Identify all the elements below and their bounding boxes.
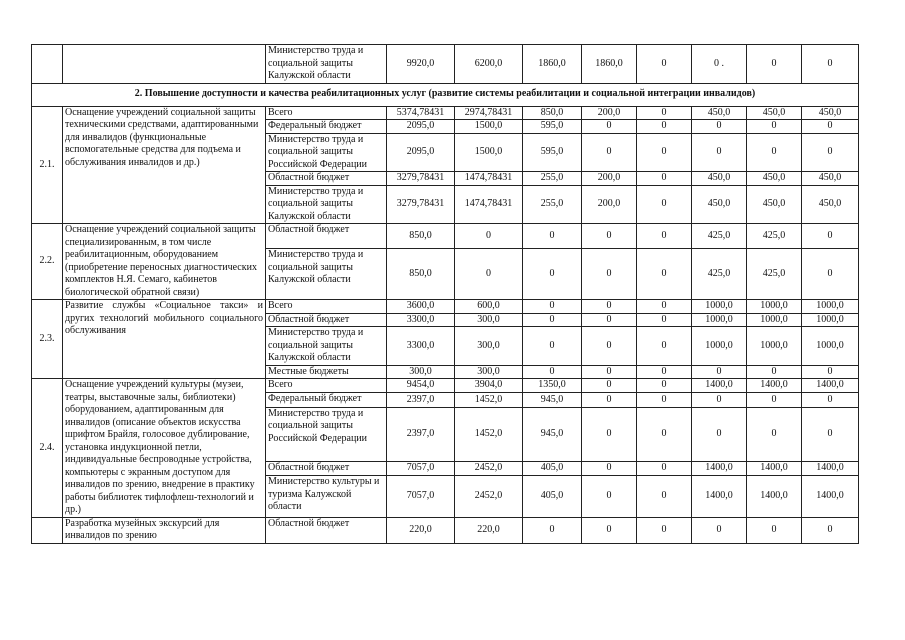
value-cell: 3300,0 [387, 313, 455, 327]
value-cell: 0 [637, 300, 692, 314]
value-cell: 0 [637, 249, 692, 300]
item-number: 2.3. [32, 300, 63, 379]
value-cell: 255,0 [523, 172, 582, 186]
value-cell: 200,0 [582, 172, 637, 186]
value-cell: 425,0 [747, 224, 802, 249]
value-cell: 300,0 [387, 365, 455, 379]
value-cell: 0 [802, 133, 859, 172]
value-cell: 2095,0 [387, 133, 455, 172]
value-cell: 0 [582, 327, 637, 366]
value-cell: 300,0 [455, 327, 523, 366]
value-cell: 1500,0 [455, 120, 523, 134]
value-cell: 1474,78431 [455, 172, 523, 186]
value-cell: 0 [747, 133, 802, 172]
value-cell: 0 [747, 45, 802, 84]
value-cell: 3600,0 [387, 300, 455, 314]
value-cell: 1860,0 [523, 45, 582, 84]
value-cell: 0 [637, 327, 692, 366]
value-cell: 1400,0 [747, 461, 802, 475]
value-cell: 0 [802, 45, 859, 84]
value-cell: 1474,78431 [455, 185, 523, 224]
value-cell: 200,0 [582, 106, 637, 120]
value-cell: 0 [747, 365, 802, 379]
section-header-row [32, 83, 859, 106]
value-cell: 0 [455, 224, 523, 249]
item-number: 2.2. [32, 224, 63, 300]
value-cell: 450,0 [802, 106, 859, 120]
value-cell: 3279,78431 [387, 185, 455, 224]
section-title: 2. Повышение доступности и качества реабилитационных услуг (развитие системы реабилитации и социальной интеграции инвалидов) [32, 83, 859, 106]
value-cell: 220,0 [387, 517, 455, 543]
value-cell: 220,0 [455, 517, 523, 543]
value-cell: 0 [802, 393, 859, 407]
funding-source-cell: Министерство труда и социальной защиты Российской Федерации [266, 407, 387, 461]
value-cell: 1000,0 [692, 327, 747, 366]
value-cell: 595,0 [523, 120, 582, 134]
value-cell: 0 [802, 365, 859, 379]
value-cell: 1000,0 [692, 300, 747, 314]
item-description: Разработка музейных экскурсий для инвалидов по зрению [63, 517, 266, 543]
description-cell [63, 45, 266, 84]
value-cell: 0 [582, 476, 637, 517]
value-cell: 425,0 [692, 224, 747, 249]
value-cell: 1000,0 [747, 300, 802, 314]
value-cell: 1400,0 [692, 476, 747, 517]
value-cell: 1400,0 [802, 461, 859, 475]
value-cell: 1000,0 [692, 313, 747, 327]
value-cell: 0 [802, 120, 859, 134]
value-cell: 600,0 [455, 300, 523, 314]
value-cell: 1860,0 [582, 45, 637, 84]
value-cell: 2397,0 [387, 393, 455, 407]
value-cell: 450,0 [747, 185, 802, 224]
value-cell: 1350,0 [523, 379, 582, 393]
value-cell: 0 [582, 517, 637, 543]
value-cell: 0 [637, 133, 692, 172]
value-cell: 0 [637, 172, 692, 186]
funding-source-cell: Федеральный бюджет [266, 393, 387, 407]
value-cell: 0 [747, 120, 802, 134]
value-cell: 0 [582, 133, 637, 172]
value-cell: 0 [582, 379, 637, 393]
value-cell: 1400,0 [802, 379, 859, 393]
value-cell: 1000,0 [747, 313, 802, 327]
value-cell: 0 [582, 120, 637, 134]
value-cell: 1000,0 [802, 313, 859, 327]
value-cell: 0 [802, 407, 859, 461]
number-cell [32, 45, 63, 84]
table-body [32, 45, 859, 544]
funding-source-cell: Областной бюджет [266, 224, 387, 249]
value-cell: 0 [582, 249, 637, 300]
value-cell: 3904,0 [455, 379, 523, 393]
value-cell: 1500,0 [455, 133, 523, 172]
item-description: Оснащение учреждений социальной защиты техническими средствами, адаптированными для инвалидов (функциональные вспомогательные средства для подъема и обслуживания инвалидов и др.) [63, 106, 266, 224]
value-cell: 945,0 [523, 393, 582, 407]
value-cell: 1400,0 [692, 461, 747, 475]
funding-source-cell: Министерство культуры и туризма Калужской области [266, 476, 387, 517]
value-cell: 0 [637, 313, 692, 327]
value-cell: 595,0 [523, 133, 582, 172]
value-cell: 0 [692, 365, 747, 379]
value-cell: 1000,0 [747, 327, 802, 366]
value-cell: 450,0 [747, 172, 802, 186]
value-cell: 9920,0 [387, 45, 455, 84]
table-row [32, 106, 859, 120]
value-cell: 450,0 [747, 106, 802, 120]
funding-source-cell: Областной бюджет [266, 461, 387, 475]
funding-source-cell: Министерство труда и социальной защиты Калужской области [266, 185, 387, 224]
value-cell: 0 [692, 120, 747, 134]
value-cell: 0 [523, 224, 582, 249]
value-cell: 0 [455, 249, 523, 300]
value-cell: 2095,0 [387, 120, 455, 134]
value-cell: 0 [637, 476, 692, 517]
value-cell: 0 [582, 461, 637, 475]
value-cell: 850,0 [387, 224, 455, 249]
item-number [32, 517, 63, 543]
value-cell: 6200,0 [455, 45, 523, 84]
item-number: 2.4. [32, 379, 63, 518]
value-cell: 0 [582, 393, 637, 407]
funding-source-cell: Областной бюджет [266, 172, 387, 186]
value-cell: 1400,0 [802, 476, 859, 517]
value-cell: 0 [637, 461, 692, 475]
value-cell: 0 [582, 365, 637, 379]
funding-source-cell: Министерство труда и социальной защиты Калужской области [266, 249, 387, 300]
value-cell: 450,0 [692, 185, 747, 224]
funding-source-cell: Всего [266, 379, 387, 393]
value-cell: 0 [582, 407, 637, 461]
value-cell: 0 [637, 224, 692, 249]
value-cell: 7057,0 [387, 461, 455, 475]
value-cell: 0 [582, 313, 637, 327]
item-description: Оснащение учреждений культуры (музеи, театры, выставочные залы, библиотеки) оборудованием, адаптированным для инвалидов (описание объектов искусства шрифтом Брайля, голосовое дублирование, установка индукционной петли, индивидуальные беспроводные устройства, компьютеры с экранным доступом для инвалидов по зрению, внедрение в практику работы библиотек тифлофлеш-технологий и др.) [63, 379, 266, 518]
item-description: Оснащение учреждений социальной защиты специализированным, в том числе реабилитационным, оборудованием (приобретение переносных диагностических комплектов Н.Я. Семаго, кабинетов биологической обратной связи) [63, 224, 266, 300]
value-cell: 0 [637, 407, 692, 461]
table-row [32, 224, 859, 249]
table-row [32, 517, 859, 543]
funding-source-cell: Министерство труда и социальной защиты Калужской области [266, 45, 387, 84]
funding-source-cell: Всего [266, 300, 387, 314]
value-cell: 450,0 [802, 172, 859, 186]
value-cell: 0 [637, 517, 692, 543]
value-cell: 0 [637, 185, 692, 224]
value-cell: 3279,78431 [387, 172, 455, 186]
value-cell: 2397,0 [387, 407, 455, 461]
value-cell: 1400,0 [747, 379, 802, 393]
item-description: Развитие службы «Социальное такси» и других технологий мобильного социального обслуживания [63, 300, 266, 379]
value-cell: 2452,0 [455, 476, 523, 517]
value-cell: 0 [523, 313, 582, 327]
funding-source-cell: Областной бюджет [266, 517, 387, 543]
value-cell: 5374,78431 [387, 106, 455, 120]
value-cell: 9454,0 [387, 379, 455, 393]
value-cell: 255,0 [523, 185, 582, 224]
value-cell: 1400,0 [692, 379, 747, 393]
value-cell: 200,0 [582, 185, 637, 224]
value-cell: 1452,0 [455, 407, 523, 461]
value-cell: 0 [523, 249, 582, 300]
value-cell: 0 [692, 393, 747, 407]
value-cell: 0 [747, 517, 802, 543]
value-cell: 450,0 [692, 172, 747, 186]
value-cell: 0 [637, 379, 692, 393]
value-cell: 0 [637, 393, 692, 407]
value-cell: 0 . [692, 45, 747, 84]
funding-source-cell: Министерство труда и социальной защиты Калужской области [266, 327, 387, 366]
value-cell: 0 [747, 407, 802, 461]
item-number: 2.1. [32, 106, 63, 224]
value-cell: 405,0 [523, 461, 582, 475]
value-cell: 945,0 [523, 407, 582, 461]
value-cell: 850,0 [387, 249, 455, 300]
value-cell: 7057,0 [387, 476, 455, 517]
value-cell: 0 [523, 517, 582, 543]
value-cell: 0 [802, 517, 859, 543]
value-cell: 0 [637, 365, 692, 379]
table-row [32, 379, 859, 393]
table-row-ministry-total [32, 45, 859, 84]
value-cell: 1400,0 [747, 476, 802, 517]
value-cell: 1000,0 [802, 327, 859, 366]
table-row [32, 300, 859, 314]
funding-source-cell: Всего [266, 106, 387, 120]
value-cell: 0 [637, 120, 692, 134]
value-cell: 0 [802, 224, 859, 249]
value-cell: 3300,0 [387, 327, 455, 366]
value-cell: 0 [692, 133, 747, 172]
value-cell: 0 [747, 393, 802, 407]
value-cell: 0 [582, 300, 637, 314]
value-cell: 0 [637, 106, 692, 120]
value-cell: 0 [692, 517, 747, 543]
value-cell: 0 [802, 249, 859, 300]
value-cell: 450,0 [802, 185, 859, 224]
value-cell: 1000,0 [802, 300, 859, 314]
funding-source-cell: Местные бюджеты [266, 365, 387, 379]
funding-source-cell: Областной бюджет [266, 313, 387, 327]
value-cell: 0 [523, 327, 582, 366]
value-cell: 850,0 [523, 106, 582, 120]
value-cell: 425,0 [747, 249, 802, 300]
value-cell: 300,0 [455, 365, 523, 379]
value-cell: 300,0 [455, 313, 523, 327]
value-cell: 0 [523, 300, 582, 314]
value-cell: 0 [637, 45, 692, 84]
value-cell: 450,0 [692, 106, 747, 120]
program-funding-table [31, 44, 859, 544]
value-cell: 405,0 [523, 476, 582, 517]
value-cell: 425,0 [692, 249, 747, 300]
value-cell: 0 [523, 365, 582, 379]
value-cell: 0 [582, 224, 637, 249]
value-cell: 2974,78431 [455, 106, 523, 120]
funding-source-cell: Министерство труда и социальной защиты Российской Федерации [266, 133, 387, 172]
value-cell: 0 [692, 407, 747, 461]
value-cell: 1452,0 [455, 393, 523, 407]
value-cell: 2452,0 [455, 461, 523, 475]
funding-source-cell: Федеральный бюджет [266, 120, 387, 134]
